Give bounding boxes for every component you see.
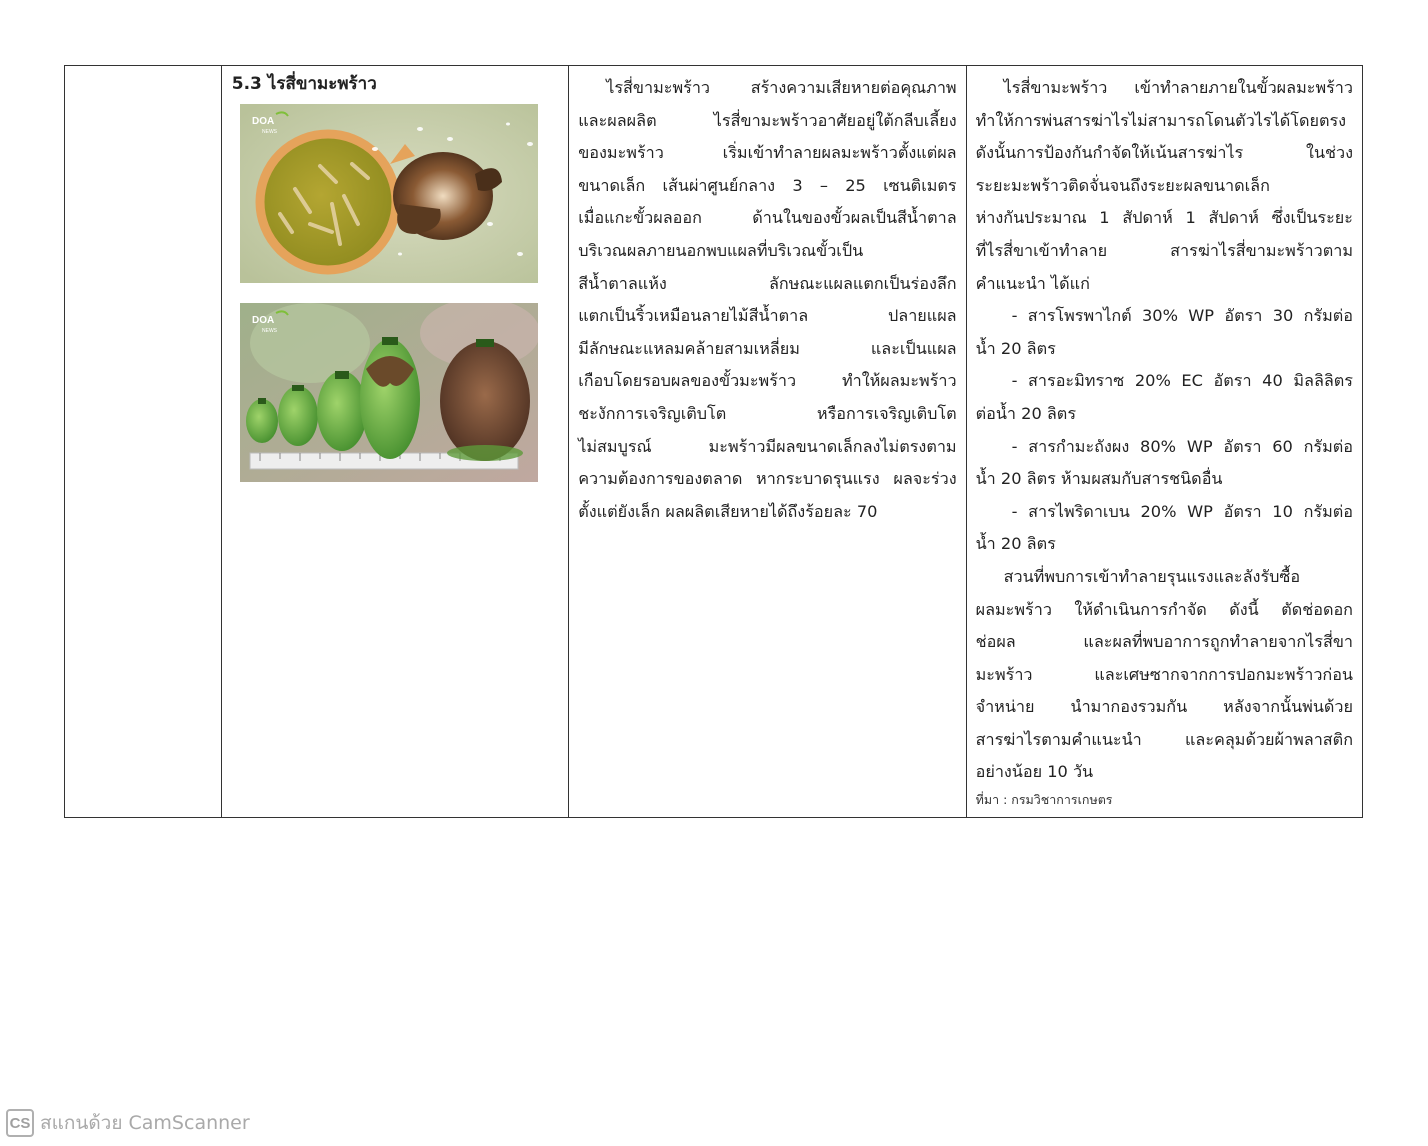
mite-magnified-photo: [240, 104, 538, 283]
chemical-item: - สารไพริดาเบน 20% WP อัตรา 10 กรัมต่อ: [1011, 501, 1353, 521]
garden-line: สารฆ่าไรตามคำแนะนำ และคลุมด้วยผ้าพลาสติก: [975, 729, 1353, 749]
empty-column: [65, 66, 222, 817]
garden-line: จำหน่าย นำมากองรวมกัน หลังจากนั้นพ่นด้วย: [975, 697, 1353, 717]
damage-line: ไม่สมบูรณ์ มะพร้าวมีผลขนาดเล็กลงไม่ตรงตาม: [578, 436, 957, 456]
damage-line: แตกเป็นริ้วเหมือนลายไม้สีน้ำตาล ปลายแผล: [578, 306, 957, 326]
damage-line: ชะงักการเจริญเติบโต หรือการเจริญเติบโต: [578, 403, 957, 423]
control-intro-line: คำแนะนำ ได้แก่: [975, 273, 1090, 293]
damage-line: และผลผลิต ไรสี่ขามะพร้าวอาศัยอยู่ใต้กลีบเลี้ยง: [578, 110, 957, 130]
damage-line: ของมะพร้าว เริ่มเข้าทำลายผลมะพร้าวตั้งแต่ผล: [578, 143, 957, 163]
damage-line: ขนาดเล็ก เส้นผ่าศูนย์กลาง 3 – 25 เซนติเมตร: [578, 175, 957, 195]
svg-text:DOA: DOA: [251, 116, 274, 127]
chemical-item-cont: น้ำ 20 ลิตร ห้ามผสมกับสารชนิดอื่น: [975, 469, 1223, 489]
damage-line: สีน้ำตาลแห้ง ลักษณะแผลแตกเป็นร่องลึก: [578, 273, 957, 293]
garden-line: ผลมะพร้าว ให้ดำเนินการกำจัด ดังนี้ ตัดช่อดอก: [975, 599, 1353, 619]
control-column: [967, 66, 1362, 817]
damage-line: ตั้งแต่ยังเล็ก ผลผลิตเสียหายได้ถึงร้อยละ 70: [578, 501, 878, 521]
chemical-item: - สารกำมะถังผง 80% WP อัตรา 60 กรัมต่อ: [1011, 436, 1353, 456]
damage-line: บริเวณผลภายนอกพบแผลที่บริเวณขั้วเป็น: [578, 240, 864, 260]
chemical-item: - สารอะมิทราซ 20% EC อัตรา 40 มิลลิลิตร: [1011, 371, 1353, 391]
camscanner-watermark: [6, 1108, 250, 1138]
damage-column: [569, 66, 966, 817]
section-title: 5.3 ไรสี่ขามะพร้าว: [231, 74, 377, 94]
damage-line: ไรสี่ขามะพร้าว สร้างความเสียหายต่อคุณภาพ: [606, 78, 957, 97]
control-intro-line: ที่ไรสี่ขาเข้าทำลาย สารฆ่าไรสี่ขามะพร้าวตาม: [975, 240, 1353, 260]
damage-line: ความต้องการของตลาด หากระบาดรุนแรง ผลจะร่วง: [578, 469, 957, 489]
content-table: [64, 65, 1363, 818]
chemical-item-cont: ต่อน้ำ 20 ลิตร: [975, 403, 1077, 423]
control-intro-line: ทำให้การพ่นสารฆ่าไรไม่สามารถโดนตัวไรได้โดยตรง: [975, 110, 1347, 130]
chemical-item-cont: น้ำ 20 ลิตร: [975, 338, 1056, 358]
damage-line: เมื่อแกะขั้วผลออก ด้านในของขั้วผลเป็นสีน้ำตาล: [578, 208, 957, 228]
svg-text:NEWS: NEWS: [261, 328, 277, 334]
damage-line: เกือบโดยรอบผลของขั้วมะพร้าว ทำให้ผลมะพร้าว: [578, 371, 957, 391]
svg-text:NEWS: NEWS: [261, 129, 277, 135]
source-citation: ที่มา : กรมวิชาการเกษตร: [975, 792, 1113, 808]
garden-line: ช่อผล และผลที่พบอาการถูกทำลายจากไรสี่ขา: [975, 632, 1353, 652]
control-intro-line: ดังนั้นการป้องกันกำจัดให้เน้นสารฆ่าไร ในช่วง: [975, 143, 1353, 163]
damaged-coconuts-photo: [240, 303, 538, 482]
damage-line: มีลักษณะแหลมคล้ายสามเหลี่ยม และเป็นแผล: [578, 338, 957, 358]
garden-line: อย่างน้อย 10 วัน: [975, 762, 1094, 782]
svg-text:DOA: DOA: [251, 315, 274, 326]
camscanner-logo-icon: CS: [6, 1109, 34, 1137]
garden-line: มะพร้าว และเศษซากจากการปอกมะพร้าวก่อน: [975, 664, 1353, 684]
chemical-item-cont: น้ำ 20 ลิตร: [975, 534, 1056, 554]
garden-line: สวนที่พบการเข้าทำลายรุนแรงและลังรับซื้อ: [1003, 566, 1301, 586]
chemical-item: - สารโพรพาไกต์ 30% WP อัตรา 30 กรัมต่อ: [1011, 306, 1353, 326]
control-intro-line: ไรสี่ขามะพร้าว เข้าทำลายภายในขั้วผลมะพร้าว: [1003, 78, 1353, 97]
pest-column: [222, 66, 569, 817]
control-intro-line: ระยะมะพร้าวติดจั่นจนถึงระยะผลขนาดเล็ก: [975, 175, 1270, 195]
camscanner-text: สแกนด้วย CamScanner: [40, 1112, 250, 1134]
control-intro-line: ห่างกันประมาณ 1 สัปดาห์ 1 สัปดาห์ ซึ่งเป็นระยะ: [975, 208, 1353, 228]
